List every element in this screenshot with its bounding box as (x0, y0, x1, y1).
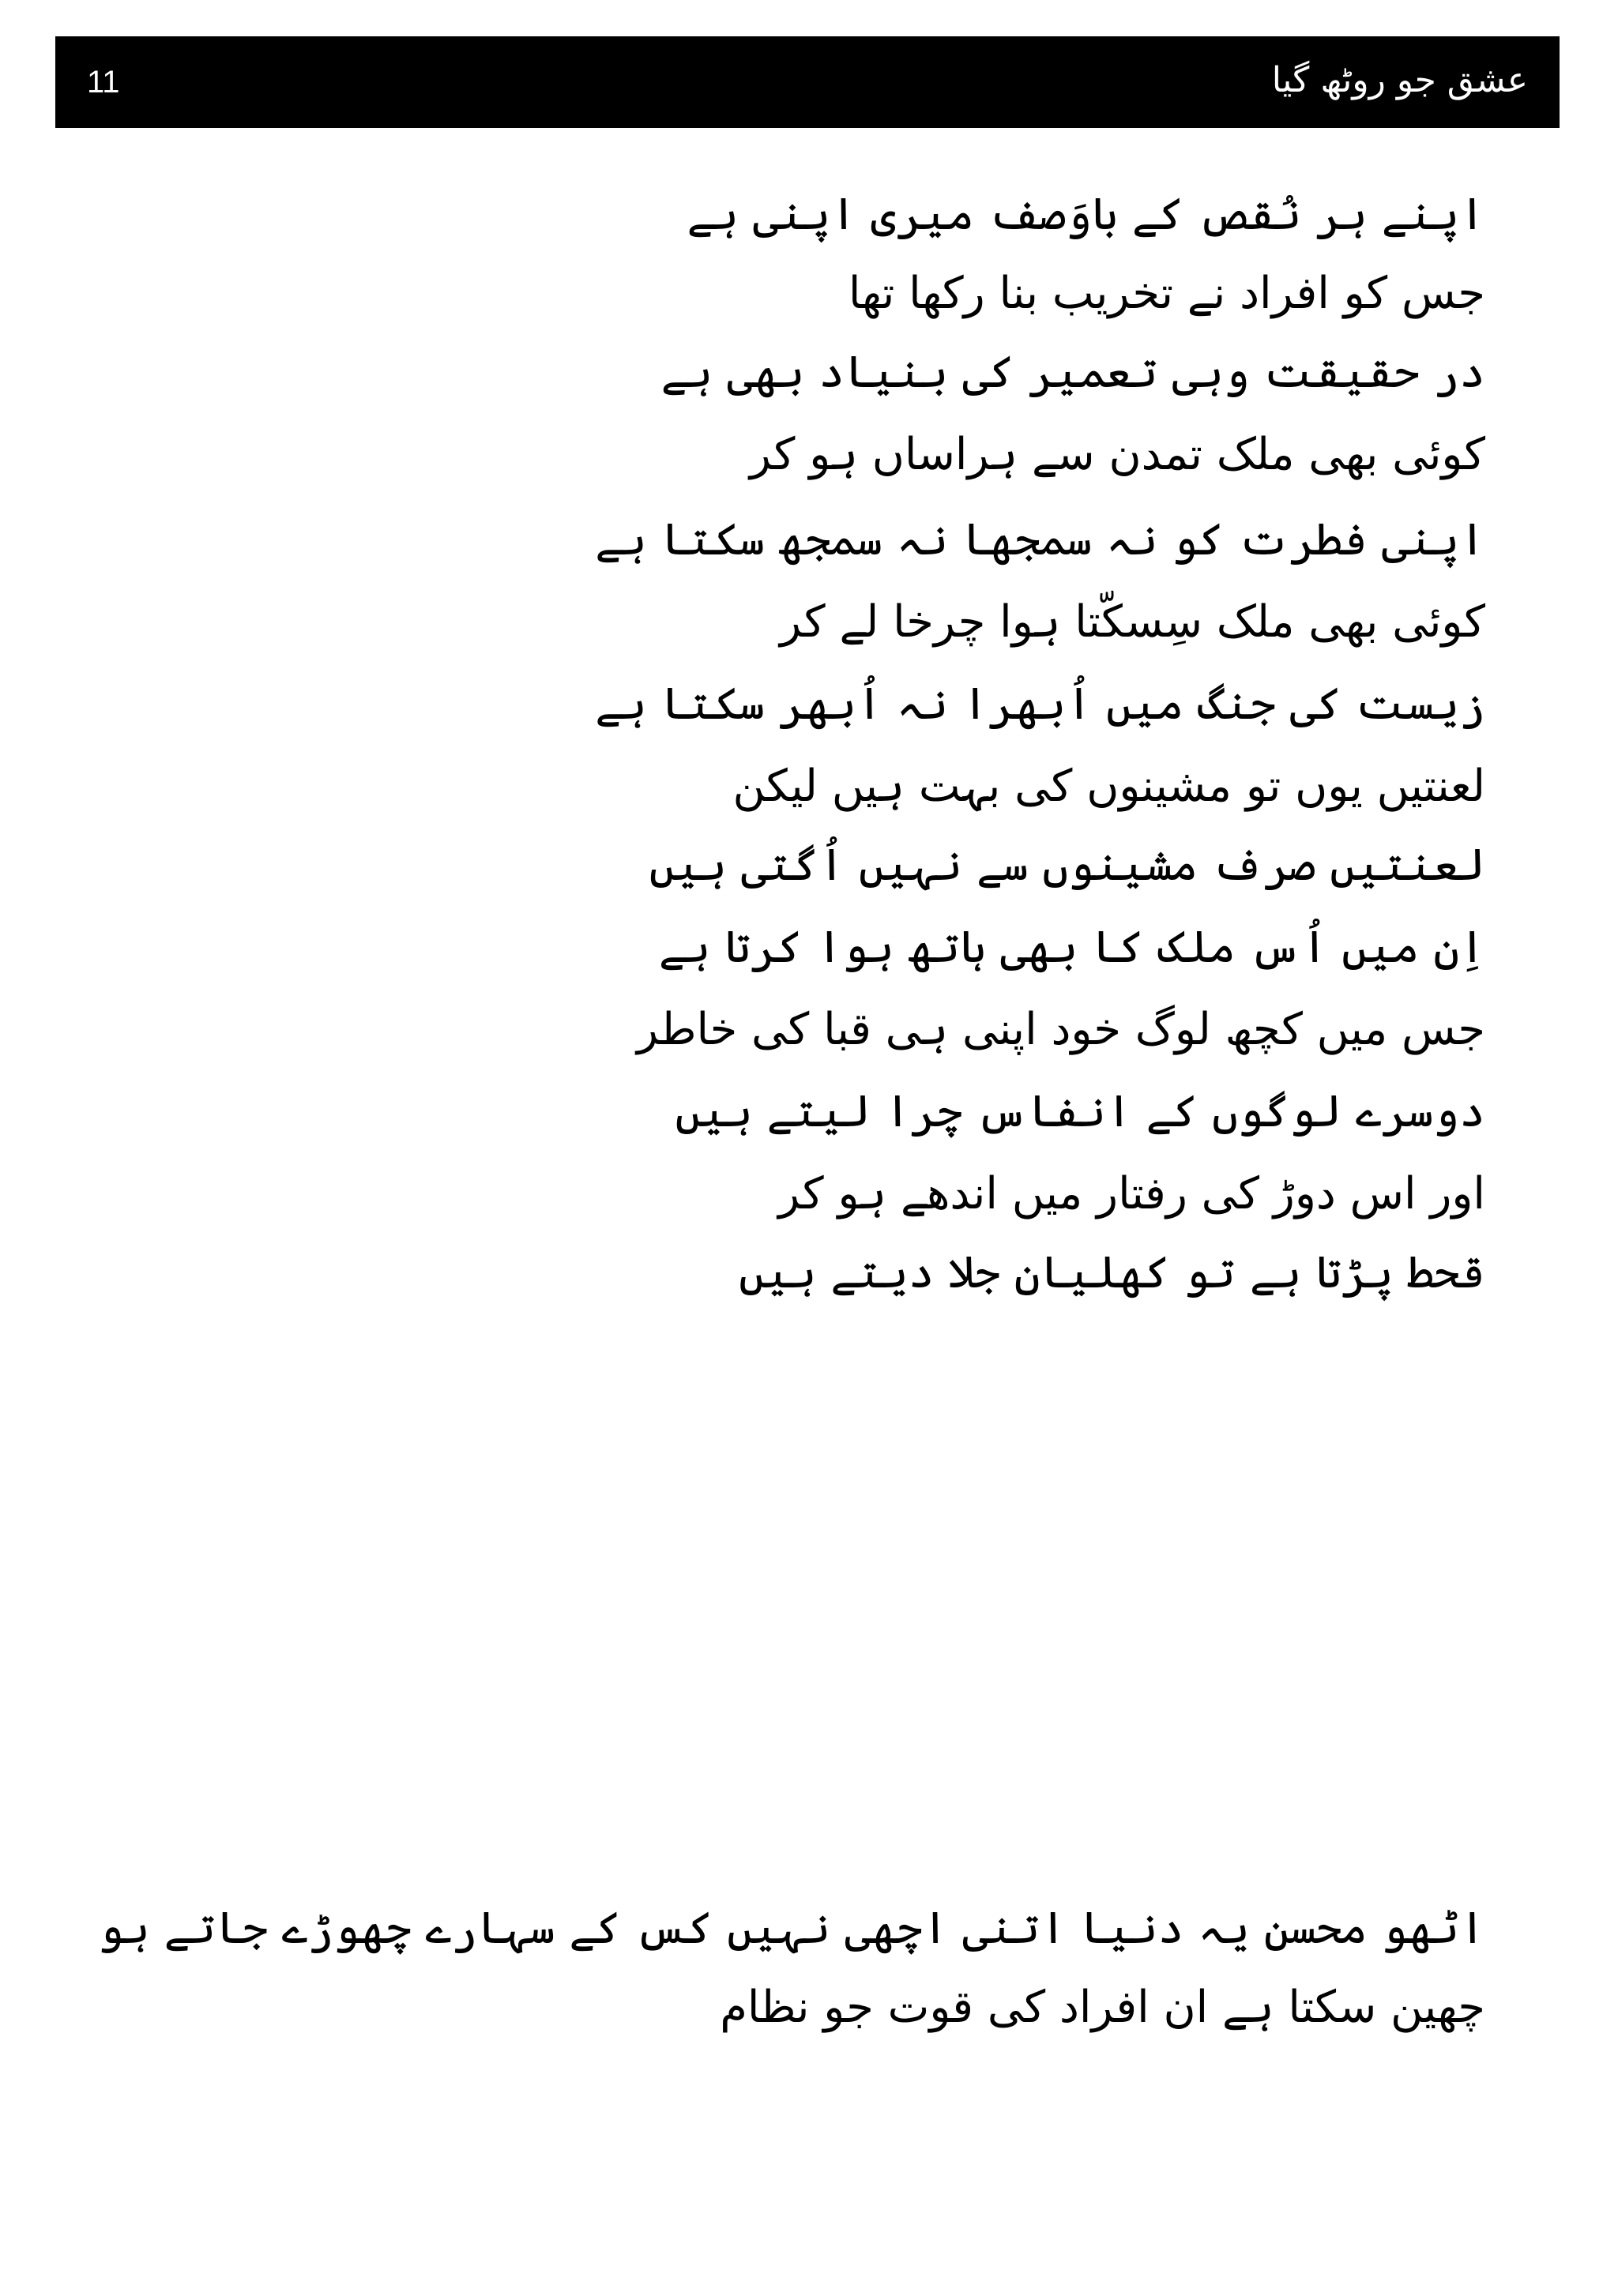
verse-line: اِن میں اُس ملک کا بھی ہاتھ ہوا کرتا ہے (658, 922, 1485, 973)
verse-line: چھین سکتا ہے ان افراد کی قوت جو نظام (720, 1982, 1485, 2033)
verse-line: جس میں کچھ لوگ خود اپنی ہی قبا کی خاطر (637, 1004, 1485, 1055)
verse-line: جس کو افراد نے تخریب بنا رکھا تھا (848, 268, 1485, 319)
poem-stanza-2 (98, 1889, 1485, 2047)
verse-line: لعنتیں یوں تو مشینوں کی بہت ہیں لیکن (732, 761, 1485, 812)
verse-line: زیست کی جنگ میں اُبھرا نہ اُبھر سکتا ہے (595, 678, 1485, 730)
verse-line: کوئی بھی ملک سِسکّتا ہوا چرخا لے کر (780, 596, 1485, 648)
verse-line: اٹھو محسن یہ دنیا اتنی اچھی نہیں کس کے سہارے چھوڑے جاتے ہو (98, 1903, 1485, 1954)
page-header (55, 36, 1560, 128)
page-number: 11 (87, 65, 120, 100)
verse-line: لعنتیں صرف مشینوں سے نہیں اُگتی ہیں (649, 840, 1485, 891)
poem-stanza-1 (595, 175, 1485, 1313)
verse-line: اور اس دوڑ کی رفتار میں اندھے ہو کر (778, 1168, 1485, 1219)
verse-line: اپنی فطرت کو نہ سمجھا نہ سمجھ سکتا ہے (595, 514, 1485, 566)
verse-line: قحط پڑتا ہے تو کھلیان جلا دیتے ہیں (739, 1247, 1485, 1298)
book-title: عشق جو روٹھ گیا (1271, 60, 1528, 100)
verse-line: اپنے ہر نُقص کے باوَصف میری اپنی ہے (687, 189, 1485, 240)
verse-line: کوئی بھی ملک تمدن سے ہراساں ہو کر (749, 429, 1485, 480)
verse-line: دوسرے لوگوں کے انفاس چرا لیتے ہیں (675, 1086, 1485, 1137)
verse-line: در حقیقت وہی تعمیر کی بنیاد بھی ہے (660, 347, 1485, 398)
